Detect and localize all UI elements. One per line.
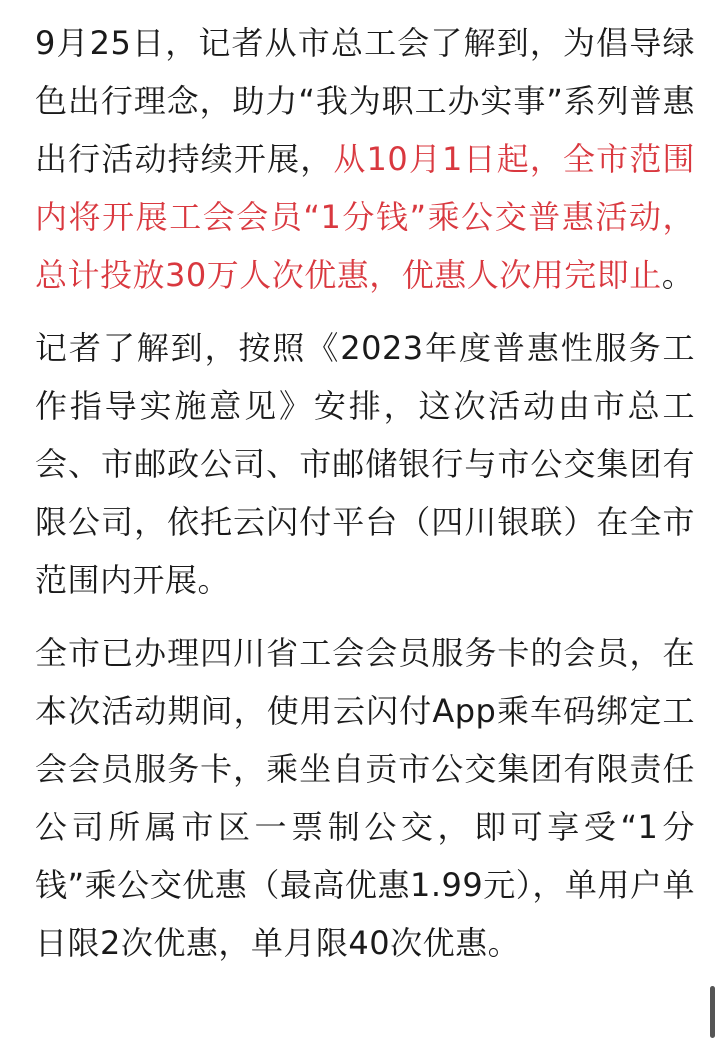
paragraph-1-intro: 9月25日，记者从市总工会了解到，为倡导绿色出行理念，助力“我为职工办实事”系列普惠出行活动持续开展， [35, 24, 695, 178]
scrollbar-thumb[interactable] [710, 986, 715, 1038]
paragraph-1 [35, 0, 695, 304]
paragraph-1-end: 。 [661, 256, 695, 294]
paragraph-3: 全市已办理四川省工会会员服务卡的会员，在本次活动期间，使用云闪付App乘车码绑定工会会员服务卡，乘坐自贡市公交集团有限责任公司所属市区一票制公交，即可享受“1分钱”乘公交优惠（最高优惠1.99元），单用户单日限2次优惠，单月限40次优惠。 [35, 634, 695, 962]
paragraph-1-highlight: 从10月1日起，全市范围内将开展工会会员“1分钱”乘公交普惠活动，总计投放30万人次优惠，优惠人次用完即止 [35, 140, 695, 294]
paragraph-2: 记者了解到，按照《2023年度普惠性服务工作指导实施意见》安排，这次活动由市总工会、市邮政公司、市邮储银行与市公交集团有限公司，依托云闪付平台（四川银联）在全市范围内开展。 [35, 329, 695, 599]
article-body [35, 0, 695, 972]
